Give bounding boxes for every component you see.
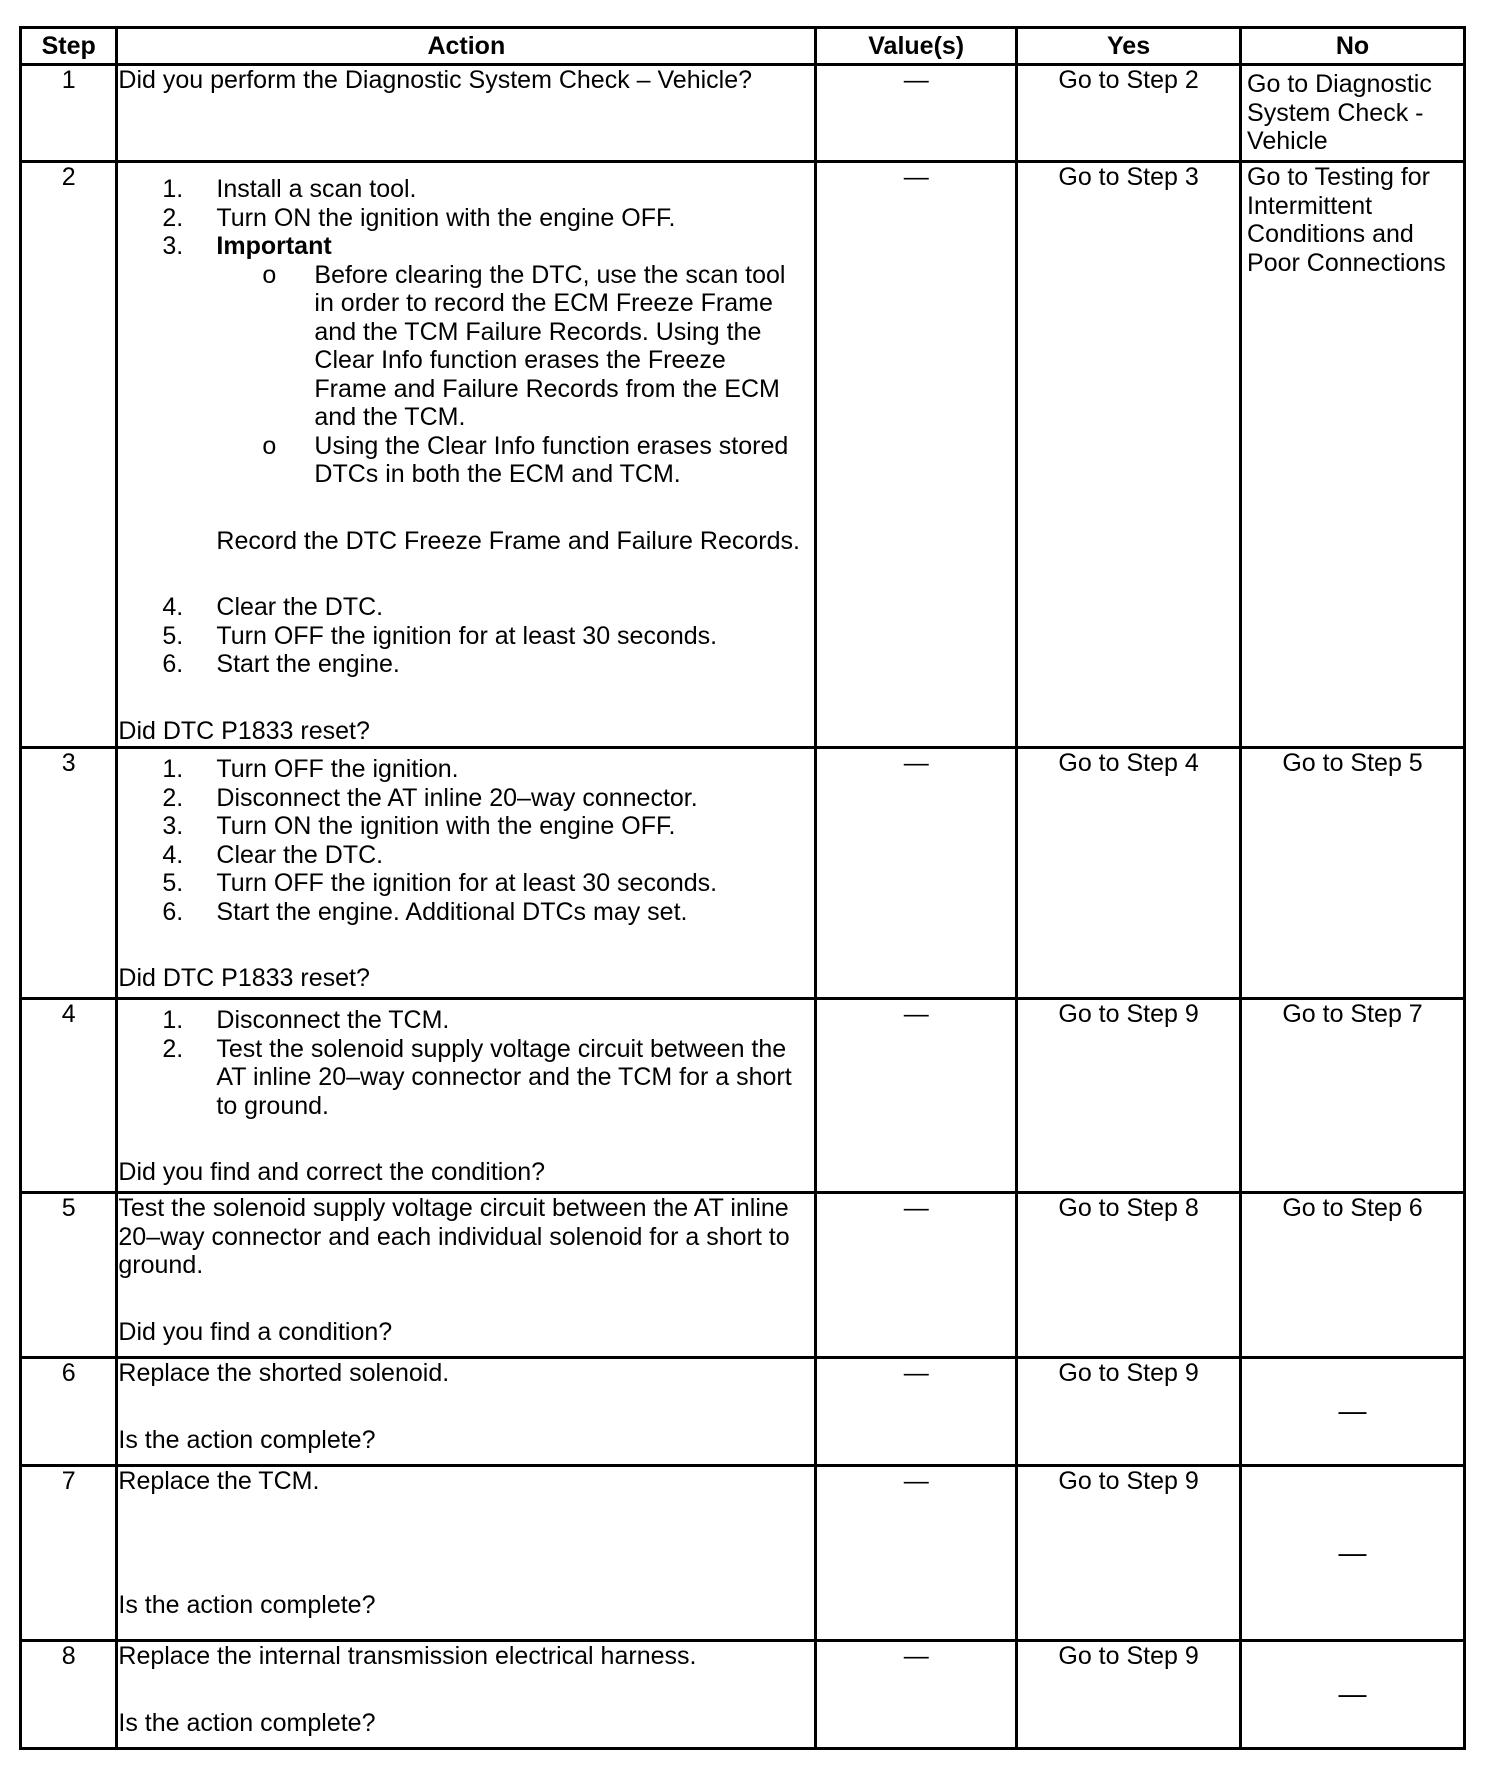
important-notes [118, 261, 814, 489]
step-number: 2 [21, 162, 117, 748]
no-cell: — [1241, 1641, 1465, 1749]
values-cell: — [816, 999, 1017, 1193]
question: Did you find a condition? [118, 1317, 393, 1346]
bullet-icon: o [262, 260, 277, 289]
question: Is the action complete? [118, 1590, 376, 1619]
list-item [118, 175, 814, 204]
item-text: Disconnect the TCM. [216, 1006, 450, 1034]
item-text: Install a scan tool. [216, 175, 417, 203]
step-number: 1 [21, 65, 117, 162]
no-link[interactable] [1241, 65, 1465, 162]
header-no: No [1241, 28, 1465, 65]
note-line: DTCs in both the ECM and TCM. [314, 460, 681, 488]
values-cell: — [816, 1193, 1017, 1358]
action-text: Test the solenoid supply voltage circuit between the AT inline [118, 1194, 789, 1222]
table-row [21, 999, 1465, 1193]
no-link[interactable]: Go to Step 7 [1241, 999, 1465, 1193]
item-text: Turn ON the ignition with the engine OFF. [216, 203, 676, 232]
action-cell [117, 1193, 816, 1358]
item-text: Start the engine. [216, 650, 400, 678]
item-number: 2. [162, 1034, 184, 1063]
item-text: Start the engine. Additional DTCs may set. [216, 897, 688, 926]
diagnostic-table [19, 26, 1466, 1750]
item-number: 3. [162, 812, 184, 840]
action-text: Replace the internal transmission electrical harness. [118, 1642, 697, 1670]
no-line: Intermittent [1247, 191, 1373, 220]
item-text: Clear the DTC. [216, 593, 384, 621]
item-number: 4. [162, 840, 184, 869]
header-step: Step [21, 28, 117, 65]
instruction-list [118, 1006, 814, 1120]
record-instruction: Record the DTC Freeze Frame and Failure Records. [216, 526, 800, 555]
item-number: 2. [162, 203, 184, 232]
list-item [118, 650, 814, 679]
question: Is the action complete? [118, 1708, 376, 1737]
step-number: 6 [21, 1358, 117, 1466]
step-number: 4 [21, 999, 117, 1193]
table-row [21, 1358, 1465, 1466]
list-item [118, 812, 814, 841]
item-text: Turn OFF the ignition for at least 30 seconds. [216, 869, 718, 897]
yes-link[interactable]: Go to Step 9 [1017, 999, 1241, 1193]
action-text: Did you perform the Diagnostic System Check – Vehicle? [118, 66, 753, 94]
action-cell [117, 1641, 816, 1749]
list-item [118, 1035, 814, 1121]
table-row [21, 65, 1465, 162]
list-item [118, 784, 814, 813]
no-link[interactable]: Go to Step 5 [1241, 748, 1465, 999]
instruction-list [118, 755, 814, 926]
item-number: 3. [162, 232, 184, 260]
values-cell: — [816, 1641, 1017, 1749]
yes-link[interactable]: Go to Step 9 [1017, 1641, 1241, 1749]
yes-link[interactable]: Go to Step 9 [1017, 1358, 1241, 1466]
no-link[interactable] [1241, 162, 1465, 748]
header-row [21, 28, 1465, 65]
bullet-icon: o [262, 431, 277, 460]
item-number: 4. [162, 593, 184, 621]
action-text: Replace the shorted solenoid. [118, 1359, 450, 1387]
list-item [118, 869, 814, 898]
item-number: 1. [162, 175, 184, 203]
note-line: in order to record the ECM Freeze Frame [314, 289, 773, 317]
action-cell [117, 1358, 816, 1466]
list-item [118, 232, 814, 261]
note-line: Before clearing the DTC, use the scan tool [314, 260, 786, 289]
instruction-list [118, 175, 814, 261]
note-line: and the TCM. [314, 403, 466, 431]
no-line: System Check - [1247, 98, 1424, 127]
no-line: Conditions and [1247, 220, 1414, 248]
note-line: Clear Info function erases the Freeze [314, 346, 726, 374]
action-cell [117, 748, 816, 999]
item-text: Turn OFF the ignition. [216, 755, 459, 783]
item-number: 5. [162, 869, 184, 897]
no-cell: — [1241, 1466, 1465, 1641]
action-text: 20–way connector and each individual solenoid for a short to [118, 1222, 790, 1251]
values-cell: — [816, 1358, 1017, 1466]
question: Is the action complete? [118, 1425, 376, 1454]
no-line: Poor Connections [1247, 248, 1446, 277]
yes-link[interactable]: Go to Step 3 [1017, 162, 1241, 748]
item-text: to ground. [216, 1091, 329, 1120]
item-number: 1. [162, 755, 184, 783]
question: Did DTC P1833 reset? [118, 716, 370, 745]
list-item [118, 1006, 814, 1035]
header-action: Action [117, 28, 816, 65]
action-text: ground. [118, 1251, 204, 1279]
step-number: 3 [21, 748, 117, 999]
list-item [118, 622, 814, 651]
action-cell [117, 162, 816, 748]
action-cell [117, 65, 816, 162]
yes-link[interactable]: Go to Step 4 [1017, 748, 1241, 999]
no-cell: — [1241, 1358, 1465, 1466]
table-row [21, 1466, 1465, 1641]
note-line: and the TCM Failure Records. Using the [314, 317, 762, 346]
item-number: 6. [162, 650, 184, 678]
note-line: Frame and Failure Records from the ECM [314, 374, 780, 403]
table-row [21, 748, 1465, 999]
item-number: 5. [162, 621, 184, 650]
question: Did DTC P1833 reset? [118, 964, 370, 992]
note-line: Using the Clear Info function erases stored [314, 431, 789, 460]
item-number: 6. [162, 897, 184, 926]
action-cell [117, 1466, 816, 1641]
values-cell: — [816, 1466, 1017, 1641]
table-row [21, 162, 1465, 748]
no-line: Vehicle [1247, 127, 1328, 155]
step-number: 5 [21, 1193, 117, 1358]
list-item [118, 593, 814, 622]
table-row [21, 1641, 1465, 1749]
list-item [118, 755, 814, 784]
important-label: Important [216, 232, 332, 260]
item-text: Turn ON the ignition with the engine OFF. [216, 812, 676, 840]
values-cell: — [816, 748, 1017, 999]
list-item [118, 204, 814, 233]
no-line: Go to Diagnostic [1247, 70, 1432, 98]
item-text: Test the solenoid supply voltage circuit between the [216, 1034, 787, 1063]
values-cell: — [816, 65, 1017, 162]
header-values: Value(s) [816, 28, 1017, 65]
yes-link[interactable]: Go to Step 2 [1017, 65, 1241, 162]
item-text: Clear the DTC. [216, 840, 384, 869]
no-link[interactable]: Go to Step 6 [1241, 1193, 1465, 1358]
action-cell [117, 999, 816, 1193]
values-cell: — [816, 162, 1017, 748]
item-number: 2. [162, 783, 184, 812]
step-number: 8 [21, 1641, 117, 1749]
list-item [118, 898, 814, 927]
list-item [118, 841, 814, 870]
item-text: AT inline 20–way connector and the TCM for a short [216, 1063, 792, 1091]
item-text: Turn OFF the ignition for at least 30 seconds. [216, 621, 718, 650]
action-text: Replace the TCM. [118, 1467, 320, 1495]
yes-link[interactable]: Go to Step 9 [1017, 1466, 1241, 1641]
item-text: Disconnect the AT inline 20–way connector. [216, 783, 698, 812]
step-number: 7 [21, 1466, 117, 1641]
item-number: 1. [162, 1006, 184, 1034]
no-line: Go to Testing for [1247, 163, 1431, 191]
instruction-list [118, 593, 814, 679]
note-item [216, 261, 814, 432]
yes-link[interactable]: Go to Step 8 [1017, 1193, 1241, 1358]
header-yes: Yes [1017, 28, 1241, 65]
question: Did you find and correct the condition? [118, 1158, 546, 1186]
note-item [216, 432, 814, 489]
table-row [21, 1193, 1465, 1358]
